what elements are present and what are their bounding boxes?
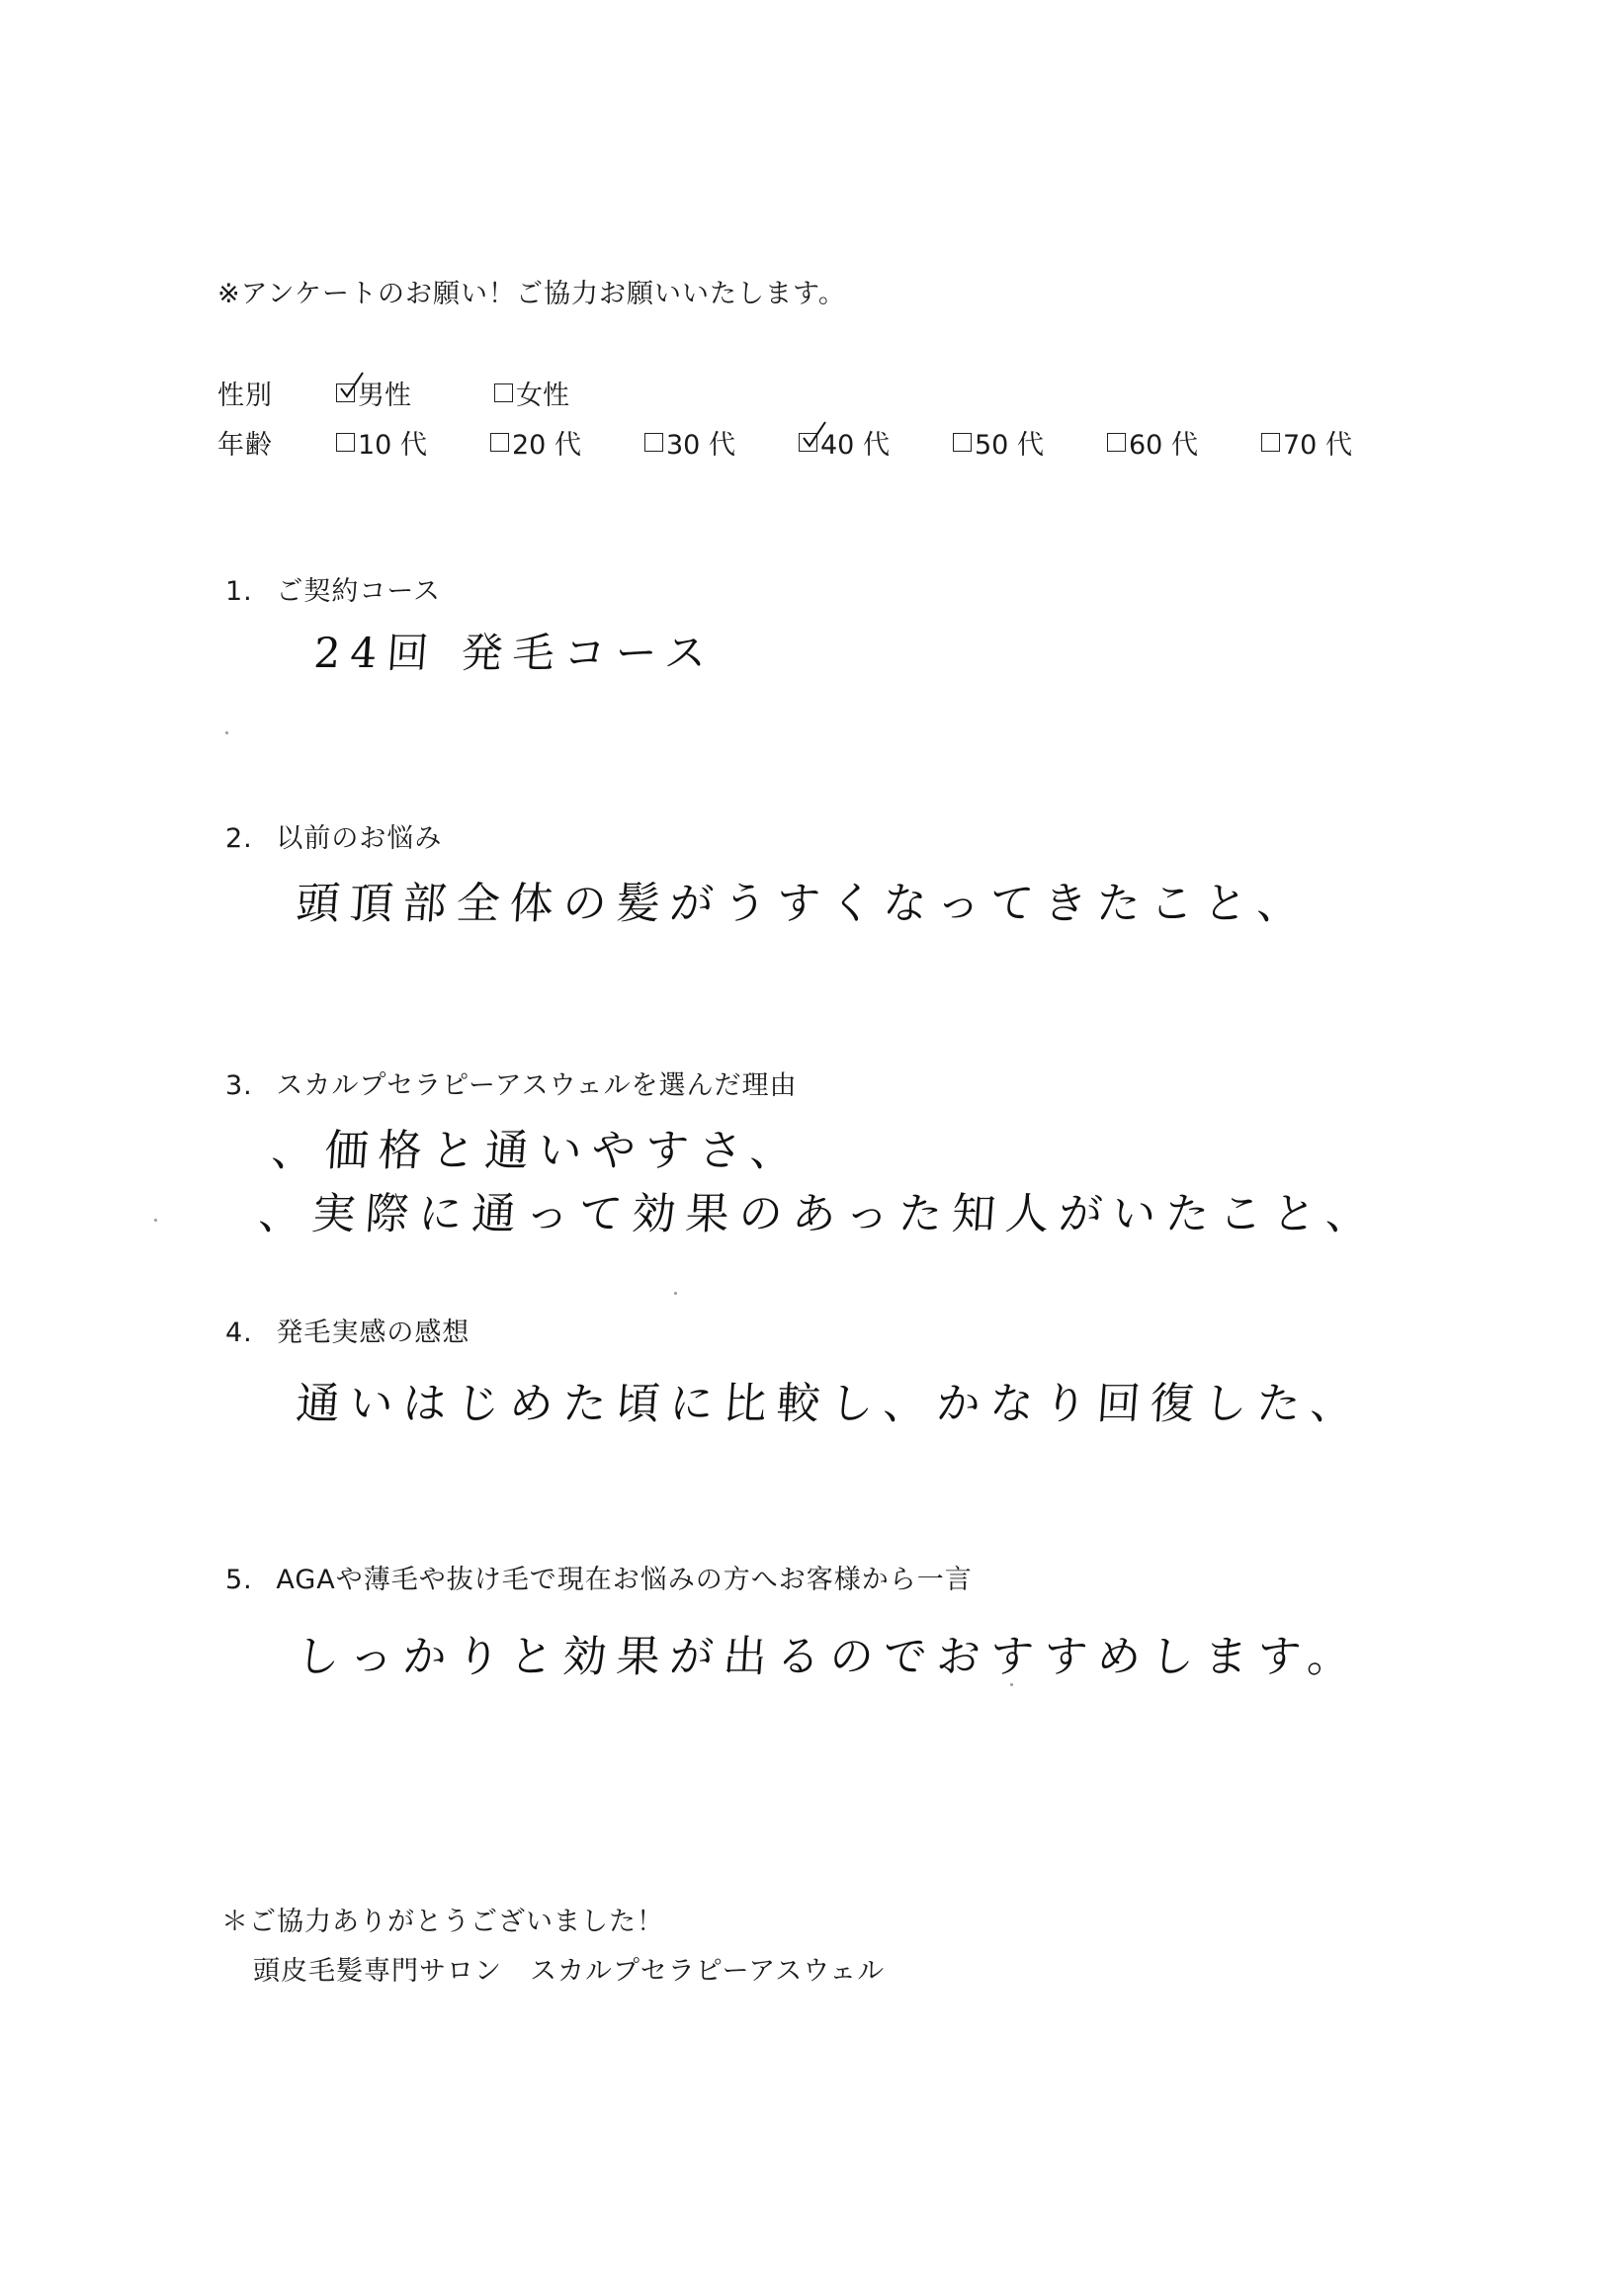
survey-intro: ※アンケートのお願い！ご協力お願いいたします。 bbox=[217, 279, 846, 309]
age-option-60s[interactable] bbox=[1107, 423, 1198, 462]
scan-speck bbox=[1010, 1683, 1013, 1686]
checkbox-70s[interactable] bbox=[1261, 433, 1280, 452]
answer-1: 24回 発毛コース bbox=[312, 629, 719, 677]
salon-name: 頭皮毛髪専門サロン スカルプセラピーアスウェル bbox=[253, 1956, 886, 1987]
answer-2: 頭頂部全体の髪がうすくなってきたこと、 bbox=[294, 879, 1313, 929]
scan-speck bbox=[154, 1219, 157, 1222]
gender-label: 性別 bbox=[217, 381, 273, 411]
question-title: 以前のお悩み bbox=[276, 823, 443, 854]
checkmark-icon bbox=[339, 371, 365, 400]
question-number: 3. bbox=[225, 1070, 253, 1101]
question-number: 4. bbox=[225, 1318, 253, 1348]
checkmark-icon bbox=[802, 420, 827, 450]
age-option-label: 30 代 bbox=[666, 430, 735, 461]
scan-speck bbox=[225, 731, 228, 734]
age-option-label: 40 代 bbox=[820, 430, 890, 461]
checkbox-male[interactable] bbox=[336, 383, 355, 402]
question-3 bbox=[225, 1063, 798, 1102]
question-2 bbox=[225, 816, 442, 855]
age-option-50s[interactable] bbox=[953, 423, 1044, 462]
answer-3-line-1: 、価格と通いやすさ、 bbox=[269, 1126, 806, 1176]
age-option-40s[interactable] bbox=[799, 423, 890, 462]
age-option-20s[interactable] bbox=[490, 423, 581, 462]
age-option-label: 60 代 bbox=[1129, 430, 1198, 461]
checkbox-50s[interactable] bbox=[953, 433, 972, 452]
checkbox-40s[interactable] bbox=[799, 433, 817, 452]
answer-3-line-2: 、実際に通って効果のあった知人がいたこと、 bbox=[256, 1189, 1382, 1239]
gender-option-label: 男性 bbox=[358, 381, 411, 411]
answer-4: 通いはじめた頃に比較し、かなり回復した、 bbox=[294, 1379, 1366, 1429]
thanks-text: ＊ご協力ありがとうございました！ bbox=[221, 1907, 664, 1937]
question-4 bbox=[225, 1311, 469, 1349]
question-number: 2. bbox=[225, 823, 253, 854]
gender-option-label: 女性 bbox=[516, 381, 569, 411]
age-option-10s[interactable] bbox=[336, 423, 427, 462]
checkbox-10s[interactable] bbox=[336, 433, 355, 452]
checkbox-female[interactable] bbox=[494, 383, 513, 402]
age-label: 年齢 bbox=[217, 430, 273, 461]
question-title: ご契約コース bbox=[276, 576, 442, 607]
age-option-label: 50 代 bbox=[975, 430, 1044, 461]
answer-5: しっかりと効果が出るのでおすすめします。 bbox=[294, 1632, 1363, 1682]
checkbox-60s[interactable] bbox=[1107, 433, 1126, 452]
question-5 bbox=[225, 1558, 973, 1596]
age-option-70s[interactable] bbox=[1261, 423, 1352, 462]
age-option-label: 70 代 bbox=[1283, 430, 1352, 461]
question-1 bbox=[225, 569, 441, 608]
age-option-label: 20 代 bbox=[512, 430, 581, 461]
age-option-label: 10 代 bbox=[358, 430, 427, 461]
checkbox-30s[interactable] bbox=[644, 433, 663, 452]
gender-option-female[interactable] bbox=[494, 374, 569, 412]
age-option-30s[interactable] bbox=[644, 423, 735, 462]
gender-option-male[interactable] bbox=[336, 374, 411, 412]
checkbox-20s[interactable] bbox=[490, 433, 509, 452]
question-number: 1. bbox=[225, 576, 253, 607]
question-number: 5. bbox=[225, 1565, 253, 1595]
question-title: AGAや薄毛や抜け毛で現在お悩みの方へお客様から一言 bbox=[276, 1565, 973, 1595]
question-title: 発毛実感の感想 bbox=[276, 1318, 470, 1348]
question-title: スカルプセラピーアスウェルを選んだ理由 bbox=[276, 1070, 798, 1101]
scan-speck bbox=[674, 1292, 677, 1295]
